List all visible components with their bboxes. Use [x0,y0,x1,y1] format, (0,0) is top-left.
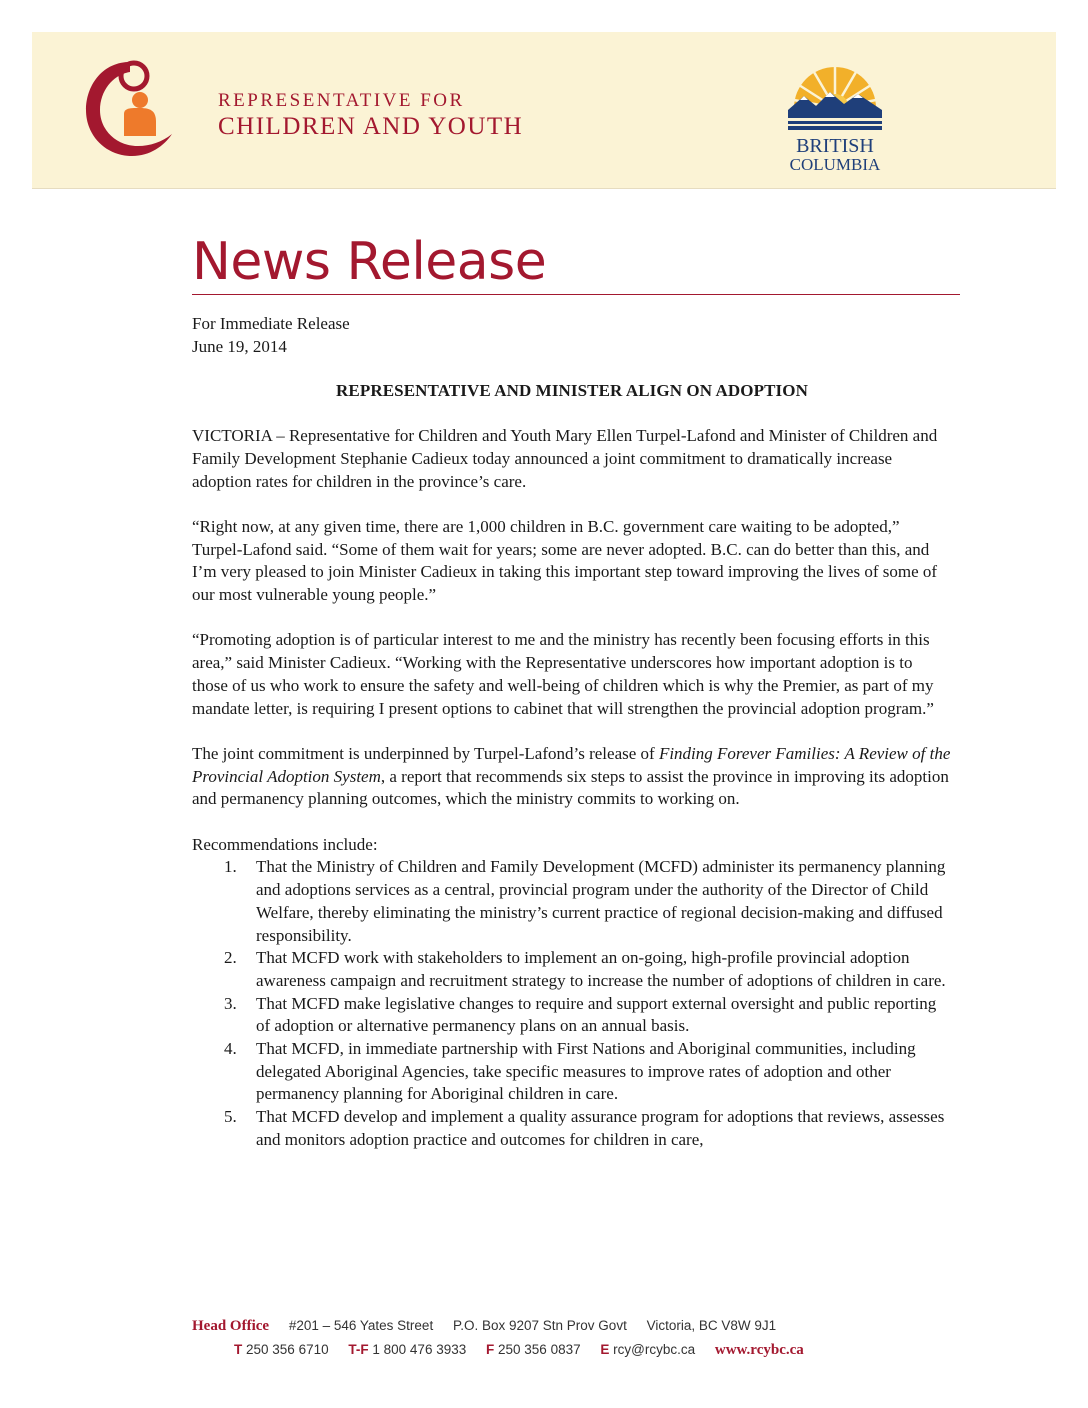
footer-city: Victoria, BC V8W 9J1 [646,1318,777,1333]
recommendation-item [192,947,952,992]
bc-logo-line2: COLUMBIA [789,155,881,174]
release-headline: REPRESENTATIVE AND MINISTER ALIGN ON ADOPTION [336,381,808,401]
email-label: E [600,1342,610,1357]
paragraph-3: “Promoting adoption is of particular interest to me and the ministry has recently been focusing efforts in this area,” said Minister Cadieux. “Working with the Representative underscores how important adoption is to those of us who work to ensure the safety and well-being of children which is why the Premier, as part of my mandate letter, is requiring I present options to cabinet that will strengthen the provincial adoption program.” [192,630,934,718]
org-name-line2: CHILDREN AND YOUTH [218,113,524,140]
recommendation-item [192,1106,952,1151]
footer-website-link[interactable]: www.rcybc.ca [714,1342,804,1358]
footer-fax: 250 356 0837 [498,1342,581,1357]
footer-tollfree: 1 800 476 3933 [372,1342,467,1357]
paragraph-4-start: The joint commitment is underpinned by Turpel-Lafond’s release of [192,743,659,763]
paragraph-2: “Right now, at any given time, there are 1,000 children in B.C. government care waiting to be adopted,” Turpel-Lafond said. “Some of them wait for years; some are never adopted. B.C. can do better than this, and I’m very pleased to join Minister Cadieux in taking this important step toward improving the lives of some of our most vulnerable young people.” [192,516,938,605]
recommendation-text: That the Ministry of Children and Family Development (MCFD) administer its permanency planning and adoptions services as a central, provincial program under the authority of the Director of Child Welfare, thereby eliminating the ministry’s current practice of regional decision-making and diffused responsibility. [256,857,946,945]
title-divider [192,294,960,295]
release-label: For Immediate Release [192,314,350,333]
tollfree-label: T-F [348,1342,369,1357]
rcy-logo-icon [84,56,176,160]
paragraph-4-end: , a report that recommends six steps to assist the province in improving its adoption and permanency planning outcomes, which the ministry commits to working on. [192,766,949,809]
footer-street: #201 – 546 Yates Street [288,1318,434,1333]
recommendation-item [192,993,952,1038]
recommendation-text: That MCFD work with stakeholders to implement an on-going, high-profile provincial adoption awareness campaign and recruitment strategy to increase the number of adoptions of children in care. [256,948,946,990]
recommendation-number: 1. [224,857,237,877]
letterhead-band [32,32,1056,189]
british-columbia-logo-icon [770,52,900,184]
recommendation-number: 3. [224,993,237,1013]
footer-contact-line [192,1338,892,1362]
news-release-title: News Release [192,232,547,292]
recommendation-number: 2. [224,948,237,968]
phone-label: T [234,1342,243,1357]
footer-phone: 250 356 6710 [246,1342,329,1357]
recommendation-item [192,856,952,947]
page-footer [192,1314,892,1362]
org-name-line1: REPRESENTATIVE FOR [218,90,465,111]
bc-logo-line1: BRITISH [796,135,874,157]
release-body [192,313,952,1152]
recommendation-text: That MCFD, in immediate partnership with First Nations and Aboriginal communities, including delegated Aboriginal Agencies, take specific measures to improve rates of adoption and other permanency planning for Aboriginal children in care. [256,1039,916,1104]
footer-po-box: P.O. Box 9207 Stn Prov Govt [452,1318,627,1333]
recommendation-number: 4. [224,1039,237,1059]
footer-email-link[interactable]: rcy@rcybc.ca [613,1342,696,1357]
report-title: Finding Forever Families: A Review of the Provincial Adoption System [192,743,951,786]
paragraph-1: VICTORIA – Representative for Children and Youth Mary Ellen Turpel-Lafond and Minister of Children and Family Development Stephanie Cadieux today announced a joint commitment to dramatically increase adoption rates for children in the province’s care. [192,426,938,491]
paragraph-4 [192,743,952,811]
recommendation-text: That MCFD develop and implement a quality assurance program for adoptions that reviews, assesses and monitors adoption practice and outcomes for children in care, [256,1107,945,1149]
recommendation-text: That MCFD make legislative changes to require and support external oversight and public reporting of adoption or alternative permanency plans on an annual basis. [256,993,937,1036]
recommendations-list [192,856,952,1151]
head-office-label: Head Office [192,1318,270,1334]
recommendations-intro: Recommendations include: [192,834,378,854]
recommendation-item [192,1038,952,1106]
fax-label: F [486,1342,495,1357]
footer-address-line [192,1314,892,1338]
organization-name [218,90,523,142]
recommendation-number: 5. [224,1107,237,1127]
release-date: June 19, 2014 [192,336,287,356]
